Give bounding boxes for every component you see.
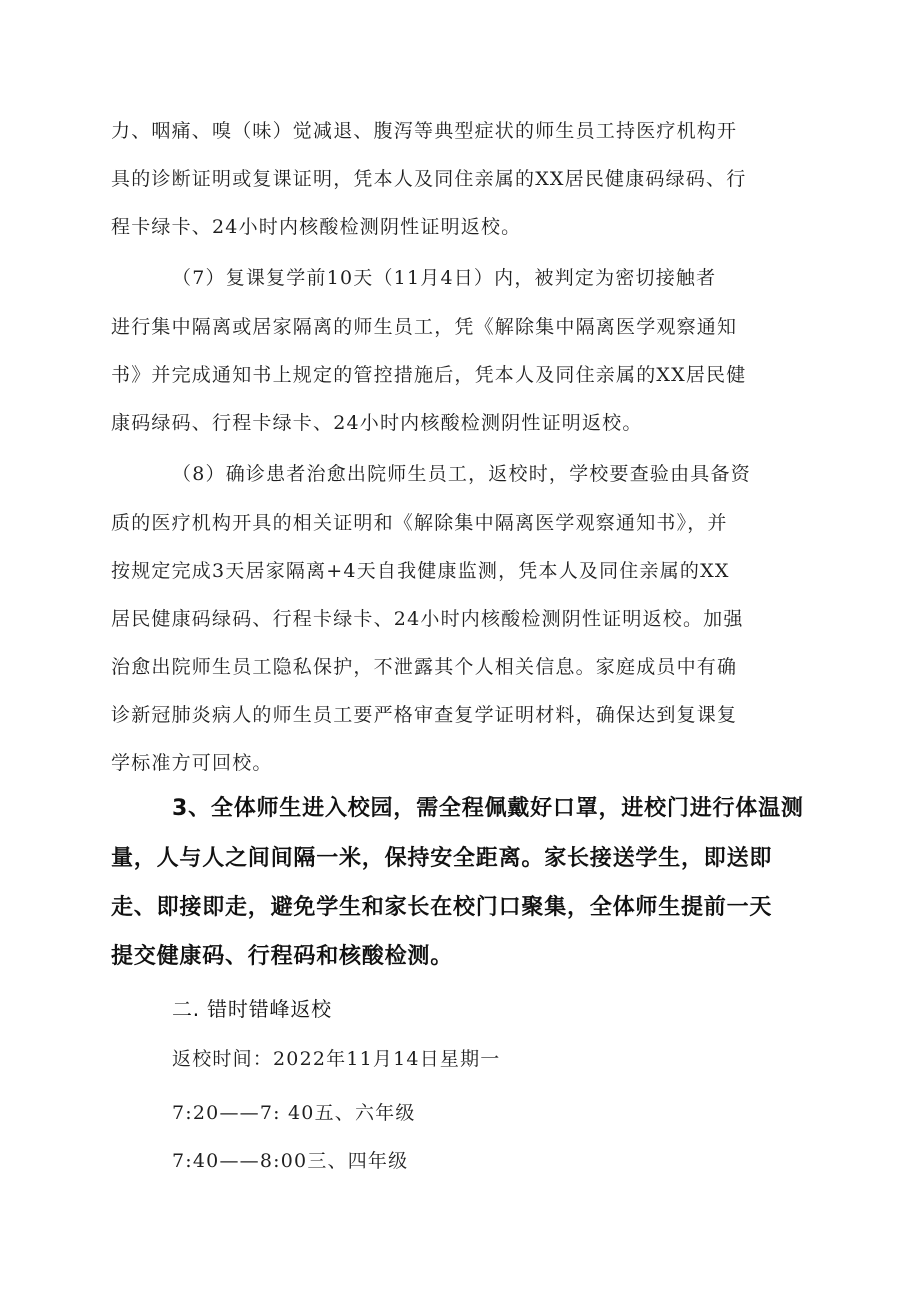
item-3-line: 3、全体师生进入校园，需全程佩戴好口罩，进校门进行体温测 bbox=[172, 796, 804, 821]
item-3-line: 走、即接即走，避免学生和家长在校门口聚集，全体师生提前一天 bbox=[111, 895, 773, 920]
paragraph-7-line: 康码绿码、行程卡绿卡、24小时内核酸检测阴性证明返校。 bbox=[111, 412, 643, 434]
paragraph-7-line: （7）复课复学前10天（11月4日）内，被判定为密切接触者 bbox=[172, 267, 717, 289]
section-heading: 二. 错时错峰返校 bbox=[172, 997, 332, 1021]
paragraph-6-line: 力、咽痛、嗅（味）觉减退、腹泻等典型症状的师生员工持医疗机构开 bbox=[111, 120, 738, 142]
schedule-line: 7:20——7: 40五、六年级 bbox=[172, 1102, 416, 1124]
paragraph-8-line: 居民健康码绿码、行程卡绿卡、24小时内核酸检测阴性证明返校。加强 bbox=[111, 608, 744, 630]
schedule-line: 7:40——8:00三、四年级 bbox=[172, 1150, 409, 1172]
return-time: 返校时间：2022年11月14日星期一 bbox=[172, 1048, 501, 1070]
paragraph-8-line: 学标准方可回校。 bbox=[111, 752, 273, 774]
paragraph-8-line: 按规定完成3天居家隔离+4天自我健康监测，凭本人及同住亲属的XX bbox=[111, 560, 730, 582]
paragraph-8-line: 治愈出院师生员工隐私保护，不泄露其个人相关信息。家庭成员中有确 bbox=[111, 656, 738, 678]
paragraph-8-line: 质的医疗机构开具的相关证明和《解除集中隔离医学观察通知书》，并 bbox=[111, 512, 728, 534]
paragraph-6-line: 具的诊断证明或复课证明，凭本人及同住亲属的XX居民健康码绿码、行 bbox=[111, 168, 747, 190]
paragraph-8-line: （8）确诊患者治愈出院师生员工，返校时，学校要查验由具备资 bbox=[172, 463, 751, 485]
paragraph-6-line: 程卡绿卡、24小时内核酸检测阴性证明返校。 bbox=[111, 216, 522, 238]
item-3-line: 提交健康码、行程码和核酸检测。 bbox=[111, 944, 454, 969]
paragraph-7-line: 进行集中隔离或居家隔离的师生员工，凭《解除集中隔离医学观察通知 bbox=[111, 316, 738, 338]
item-3-line: 量，人与人之间间隔一米，保持安全距离。家长接送学生，即送即 bbox=[111, 846, 773, 871]
paragraph-7-line: 书》并完成通知书上规定的管控措施后，凭本人及同住亲属的XX居民健 bbox=[111, 364, 747, 386]
paragraph-8-line: 诊新冠肺炎病人的师生员工要严格审查复学证明材料，确保达到复课复 bbox=[111, 704, 738, 726]
